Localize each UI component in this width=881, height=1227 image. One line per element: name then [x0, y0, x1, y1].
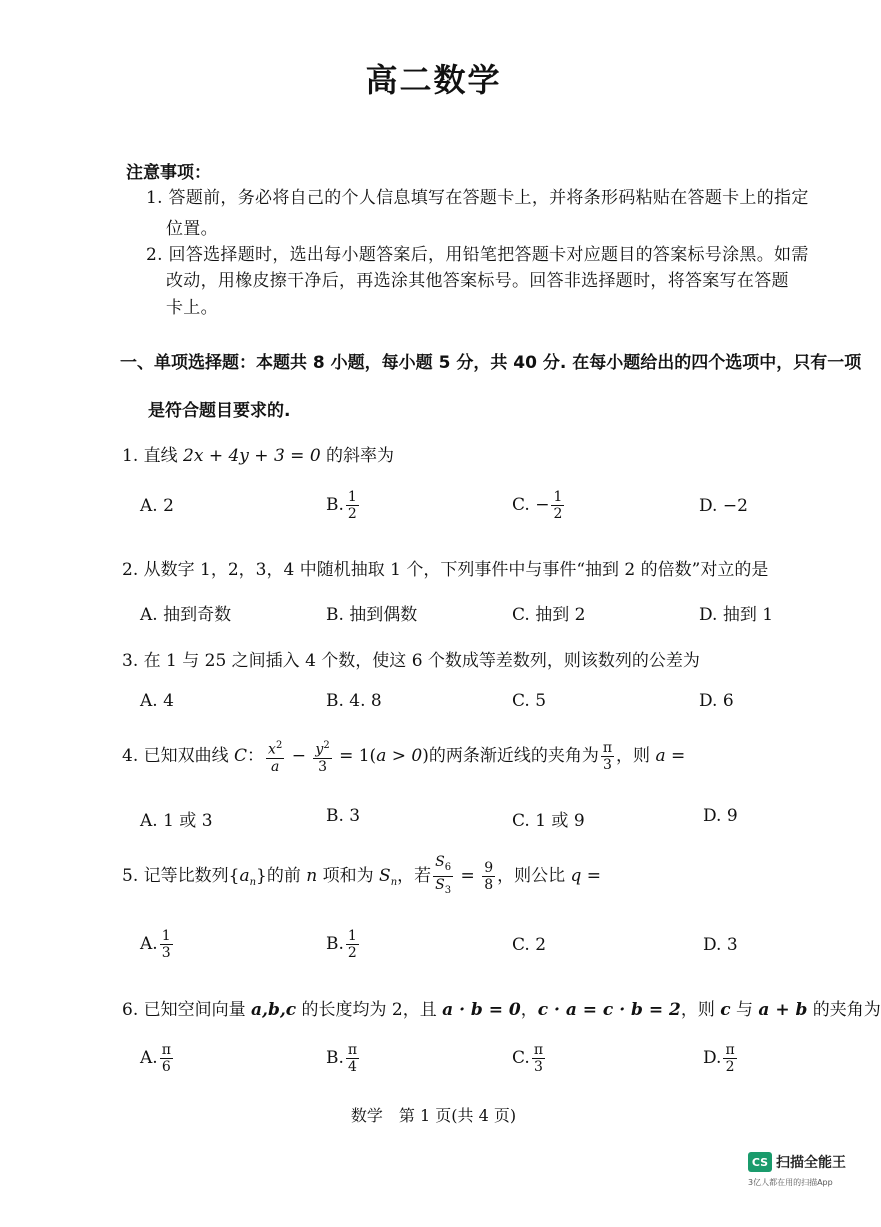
q3-option-c: C. 5	[512, 691, 547, 711]
q6-comma: ，	[520, 1000, 538, 1020]
q1-c-label: C. −	[512, 495, 550, 515]
q5-a: a	[239, 865, 250, 886]
q4-x-var: x	[268, 741, 276, 758]
q4-minus: −	[286, 745, 312, 766]
q6-option-b	[326, 1042, 361, 1075]
q5-three: 3	[444, 884, 452, 896]
q4-option-a: A. 1 或 3	[140, 811, 213, 831]
q4-curve-name: C	[234, 745, 248, 766]
q1-b-den: 2	[347, 506, 357, 522]
q4-angle-frac	[601, 740, 614, 773]
q6-d-pi: π	[725, 1042, 735, 1058]
q5-mid2: 项和为	[317, 865, 380, 886]
q5-n: n	[306, 865, 318, 886]
q6-prefix: 6. 已知空间向量	[122, 1000, 252, 1020]
q6-d-label: D.	[703, 1048, 722, 1068]
q6-apb: a + b	[758, 1000, 808, 1020]
logo-text: 扫描全能王	[776, 1155, 846, 1171]
q1-c-fraction	[551, 489, 564, 522]
q5-nine: 9	[484, 859, 494, 876]
q5-mid1: }的前	[256, 865, 307, 886]
q4-y-var: y	[315, 741, 324, 758]
page-title: 高二数学	[365, 61, 502, 99]
question-5	[122, 854, 601, 899]
logo-subtitle: 3亿人都在用的扫描App	[748, 1178, 833, 1187]
q4-frac-x	[266, 738, 284, 775]
q2-option-d: D. 抽到 1	[699, 605, 774, 625]
q4-three-den: 3	[318, 758, 327, 775]
q5-a-num: 1	[161, 928, 171, 944]
q6-option-a	[140, 1042, 175, 1075]
q5-s6-var: S	[435, 854, 445, 870]
q6-b-pi: π	[347, 1042, 358, 1058]
q5-six: 6	[444, 861, 452, 873]
q6-c-fraction	[532, 1042, 545, 1075]
q1-expr: 2x + 4y + 3 = 0	[183, 446, 321, 466]
q5-eq: =	[455, 865, 481, 886]
q5-s: S	[379, 865, 391, 886]
q5-prefix: 5. 记等比数列{	[122, 865, 240, 886]
q5-b-num: 1	[347, 928, 357, 944]
q1-option-b	[326, 489, 361, 522]
q5-option-c: C. 2	[512, 935, 547, 955]
notice-item-1-line-2: 位置。	[166, 219, 218, 239]
q1-c-den: 2	[553, 506, 563, 522]
q5-option-b	[326, 928, 361, 961]
q5-a-den: 3	[161, 945, 171, 961]
q4-option-c: C. 1 或 9	[512, 811, 585, 831]
q5-b-fraction	[346, 928, 359, 961]
q5-b-label: B.	[326, 934, 344, 954]
q6-c-den: 3	[533, 1059, 543, 1075]
q4-pi-den: 3	[602, 756, 612, 773]
q5-s-sub: n	[390, 877, 398, 889]
q6-c-label: C.	[512, 1048, 530, 1068]
q6-tail: 的夹角为	[807, 1000, 881, 1020]
q6-b-den: 4	[348, 1059, 357, 1075]
question-3: 3. 在 1 与 25 之间插入 4 个数，使这 6 个数成等差数列，则该数列的公差为	[122, 651, 700, 671]
notice-item-1-line-1: 1. 答题前，务必将自己的个人信息填写在答题卡上，并将条形码粘贴在答题卡上的指定	[146, 188, 809, 208]
q5-eight: 8	[484, 876, 494, 893]
q4-cond: a > 0	[376, 745, 423, 766]
q5-a-label: A.	[140, 934, 158, 954]
q5-s3-var: S	[435, 876, 445, 893]
scanner-logo	[748, 1152, 846, 1172]
q4-frac-y	[313, 738, 331, 775]
camscanner-icon: CS	[748, 1152, 772, 1172]
question-2: 2. 从数字 1，2，3，4 中随机抽取 1 个，下列事件中与事件“抽到 2 的倍数”对立的是	[122, 560, 769, 580]
q6-option-d	[703, 1042, 739, 1075]
q6-ca: c · a = c · b = 2	[537, 1000, 681, 1020]
q4-a-den	[269, 759, 281, 775]
q6-b-label: B.	[326, 1048, 344, 1068]
q5-ratio-frac	[433, 854, 453, 899]
q5-value-frac	[482, 860, 495, 893]
q4-prefix: 4. 已知双曲线	[122, 745, 235, 766]
q5-s6	[433, 854, 453, 877]
page-footer: 数学 第 1 页(共 4 页)	[350, 1106, 517, 1125]
q4-option-b: B. 3	[326, 806, 361, 826]
q1-b-num: 1	[347, 489, 357, 505]
question-6	[122, 995, 881, 1020]
q4-pi: π	[602, 739, 613, 756]
q5-option-d: D. 3	[703, 935, 738, 955]
q6-d-fraction	[723, 1042, 736, 1075]
q4-eq: = 1(	[333, 745, 377, 766]
q6-a-den: 6	[161, 1059, 171, 1075]
q6-mid2: ，则	[680, 1000, 721, 1020]
q6-vectors: a,b,c	[251, 1000, 297, 1020]
q1-prefix: 1. 直线	[122, 446, 184, 466]
q5-b-den: 2	[347, 945, 357, 961]
q6-mid3: 与	[730, 1000, 759, 1020]
q4-y-num: $y^2$	[315, 740, 330, 758]
q5-option-a	[140, 928, 175, 961]
q1-b-fraction	[346, 489, 359, 522]
q3-option-d: D. 6	[699, 691, 734, 711]
q4-a: a	[655, 745, 666, 766]
q5-s3	[433, 877, 453, 899]
q2-option-c: C. 抽到 2	[512, 605, 586, 625]
q4-mid: )的两条渐近线的夹角为	[422, 745, 599, 766]
q5-mid3: ，若	[397, 865, 432, 886]
q4-option-d: D. 9	[703, 806, 738, 826]
notice-item-2-line-3: 卡上。	[166, 298, 218, 318]
q5-q: q	[570, 865, 582, 886]
q1-option-c	[512, 489, 566, 522]
q2-option-a: A. 抽到奇数	[140, 605, 232, 625]
q6-c-pi: π	[533, 1042, 544, 1058]
q6-ab: a · b = 0	[442, 1000, 521, 1020]
q5-tail2: =	[581, 865, 602, 886]
q6-d-den: 2	[725, 1059, 735, 1075]
q1-c-num: 1	[553, 489, 563, 505]
q4-colon: ：	[247, 745, 265, 766]
q6-a-label: A.	[140, 1048, 158, 1068]
q5-tail: ，则公比	[497, 865, 571, 886]
q3-option-a: A. 4	[140, 691, 174, 711]
q6-a-pi: π	[161, 1042, 171, 1058]
notice-item-2-line-2: 改动，用橡皮擦干净后，再选涂其他答案标号。回答非选择题时，将答案写在答题	[166, 271, 789, 291]
q4-x-num: $x^2$	[268, 740, 283, 758]
q4-a-var: a	[271, 758, 280, 775]
q1-option-d: D. −2	[699, 496, 748, 516]
q1-b-label: B.	[326, 495, 344, 515]
q4-tail2: =	[665, 745, 686, 766]
notice-item-2-line-1: 2. 回答选择题时，选出每小题答案后，用铅笔把答题卡对应题目的答案标号涂黑。如需	[146, 245, 809, 265]
q5-n-sub: n	[249, 877, 257, 889]
q6-mid1: 的长度均为 2，且	[296, 1000, 443, 1020]
section-1-line-1: 一、单项选择题：本题共 8 小题，每小题 5 分，共 40 分. 在每小题给出的四个选项中，只有一项	[120, 353, 862, 373]
notice-heading: 注意事项：	[126, 163, 211, 183]
q6-c: c	[720, 1000, 731, 1020]
q6-option-c	[512, 1042, 547, 1075]
q6-b-fraction	[346, 1042, 359, 1075]
q5-a-fraction	[160, 928, 173, 961]
q2-option-b: B. 抽到偶数	[326, 605, 418, 625]
q1-suffix: 的斜率为	[320, 446, 395, 466]
question-1	[122, 441, 394, 466]
question-4	[122, 738, 685, 775]
q3-option-b: B. 4. 8	[326, 691, 382, 711]
q6-a-fraction	[160, 1042, 173, 1075]
q1-option-a: A. 2	[140, 496, 174, 516]
q4-tail: ，则	[616, 745, 656, 766]
section-1-line-2: 是符合题目要求的.	[148, 401, 291, 421]
